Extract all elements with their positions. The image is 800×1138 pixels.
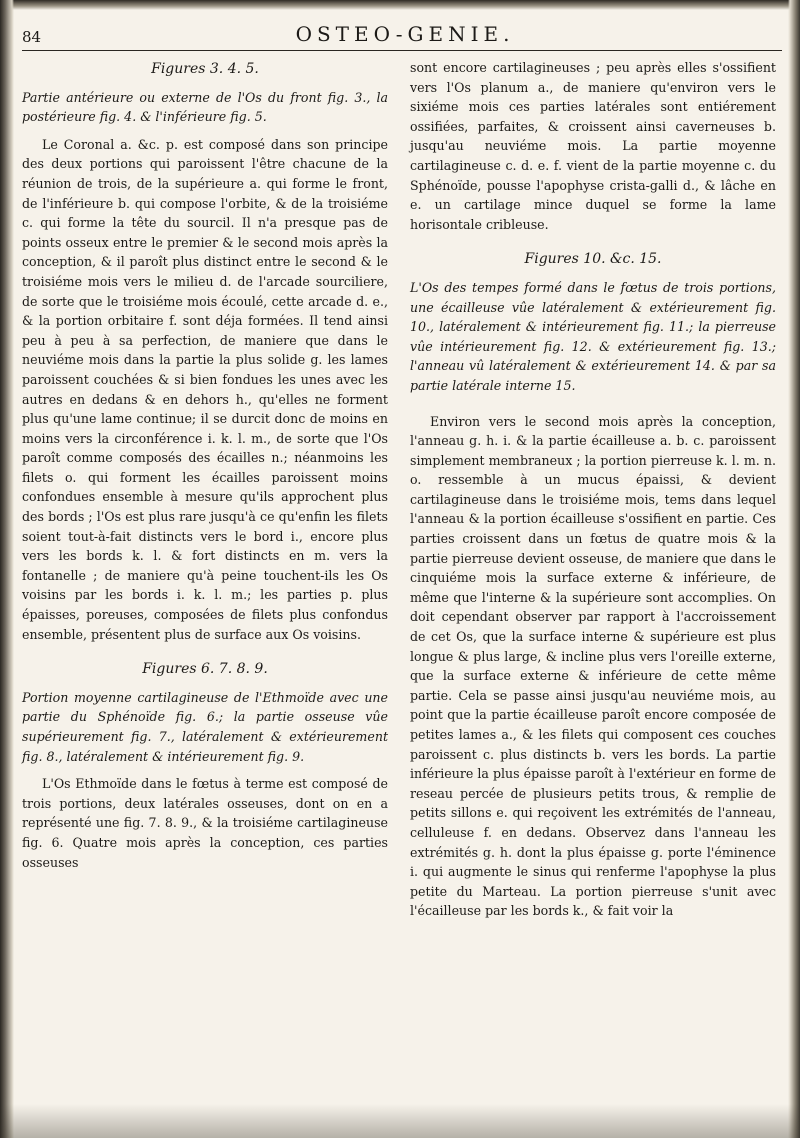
figures-6-9-heading: Figures 6. 7. 8. 9.: [142, 661, 268, 678]
page-bottom-shadow: [0, 1104, 800, 1138]
figures-10-15-heading: Figures 10. &c. 15.: [524, 251, 662, 268]
page-right-edge: [788, 0, 800, 1138]
figures-6-9-caption: Portion moyenne cartilagineuse de l'Ethmoïde avec une partie du Sphénoïde fig. 6.; la partie osseuse vûe supérieurement fig. 7., latéralement & extérieurement fig. 8., latéralement & intérieurement fig. 9.: [22, 689, 388, 764]
temporal-paragraph: Environ vers le second mois après la conception, l'anneau g. h. i. & la partie écailleuse a. b. c. paroissent simplement membraneux ; la portion pierreuse k. l. m. n. o. ressemble à un mucus épaissi, & devient cartilagineuse dans le troisiéme mois, tems dans lequel l'anneau & la portion écailleuse s'ossifient en partie. Ces parties croissent dans un fœtus de quatre mois & la partie pierreuse devient osseuse, de maniere que dans le cinquiéme mois la surface externe & inférieure, de même que l'interne & la supérieure sont accomplies. On doit cependant observer par rapport à l'accroissement de cet Os, que la surface interne & supérieure est plus longue & plus large, & incline plus vers l'oreille externe, que la surface externe & inférieure de cette même partie. Cela se passe ainsi jusqu'au neuviéme mois, au point que la partie écailleuse paroît encore composée de petites lames a., & les filets qui composent ces couches paroissent c. plus distincts b. vers les bords. La partie inférieure la plus épaisse paroît à l'extérieur en forme de reseau percée de plusieurs petits trous, & remplie de petits sillons e. qui reçoivent les extrémités de l'anneau, celluleuse f. en dedans. Observez dans l'anneau les extrémités g. h. dont la plus épaisse g. porte l'éminence i. qui augmente le sinus qui renferme l'apophyse la plus petite du Marteau. La portion pierreuse s'unit avec l'écailleuse par les bords k., & fait voir la: [410, 413, 776, 919]
ethmoide-continuation-paragraph: sont encore cartilagineuses ; peu après elles s'ossifient vers l'Os planum a., de maniere qu'environ vers le sixiéme mois ces parties latérales sont entiérement ossifiées, parfaites, & croissent ainsi caverneuses b. jusqu'au neuviéme mois. La partie moyenne cartilagineuse c. d. e. f. vient de la partie moyenne c. du Sphénoïde, pousse l'apophyse crista-galli d., & lâche en e. un cartilage mince duquel se forme la lame horisontale cribleuse.: [410, 60, 776, 232]
page-top-edge: [0, 0, 800, 10]
figures-3-5-heading: Figures 3. 4. 5.: [151, 61, 259, 77]
figures-10-15-caption: L'Os des tempes formé dans le fœtus de trois portions, une écailleuse vûe latéralement & extérieurement fig. 10., latéralement & intérieurement fig. 11.; la pierreuse vûe intérieurement fig. 12. & extérieurement fig. 13.; l'anneau vû latéralement & extérieurement 14. & par sa partie latérale interne 15.: [410, 279, 776, 393]
left-column: [22, 58, 388, 1108]
coronal-paragraph: Le Coronal a. &c. p. est composé dans son principe des deux portions qui paroissent l'être chacune de la réunion de trois, de la supérieure a. qui forme le front, de l'inférieure b. qui compose l'orbite, & de la troisiéme c. qui forme la tête du sourcil. Il n'a presque pas de points osseux entre le premier & le second mois après la conception, & il paroît plus distinct entre le second & le troisiéme mois vers le milieu d. de l'arcade sourciliere, de sorte que le troisiéme mois écoulé, cette arcade d. e., & la portion orbitaire f. sont déja formées. Il tend ainsi peu à peu à sa perfection, de maniere que dans le neuviéme mois dans la partie la plus solide g. les lames paroissent couchées & si bien fondues les unes avec les autres en dedans & en dehors h., qu'elles ne forment plus qu'une lame continue; il se durcit donc de moins en moins vers la circonférence i. k. l. m., de sorte que l'Os paroît comme composés des écailles n.; néanmoins les filets o. qui forment les écailles paroissent moins confondues ensemble à mesure qu'ils approchent plus des bords ; l'Os est plus rare jusqu'à ce qu'enfin les filets soient tout-à-fait distincts vers le bord i., encore plus vers les bords k. l. & fort distincts en m. vers la fontanelle ; de maniere qu'à peine touchent-ils les Os voisins par les bords i. k. l. m.; les parties p. plus épaisses, poreuses, composées de filets plus confondus ensemble, présentent plus de surface aux Os voisins.: [22, 136, 388, 642]
header-rule: [22, 50, 782, 51]
running-title: OSTEO-GENIE.: [295, 22, 515, 46]
right-column: [410, 58, 776, 1108]
page-header: [22, 22, 782, 48]
spacer: [410, 404, 776, 412]
page-left-edge: [0, 0, 14, 1138]
figures-3-5-caption: Partie antérieure ou externe de l'Os du front fig. 3., la postérieure fig. 4. & l'inférieure fig. 5.: [22, 89, 388, 125]
page-number: 84: [22, 28, 42, 46]
ethmoide-paragraph: L'Os Ethmoïde dans le fœtus à terme est composé de trois portions, deux latérales osseuses, dont on en a représenté une fig. 7. 8. 9., & la troisiéme cartilagineuse fig. 6. Quatre mois après la conception, ces parties osseuses: [22, 776, 388, 870]
